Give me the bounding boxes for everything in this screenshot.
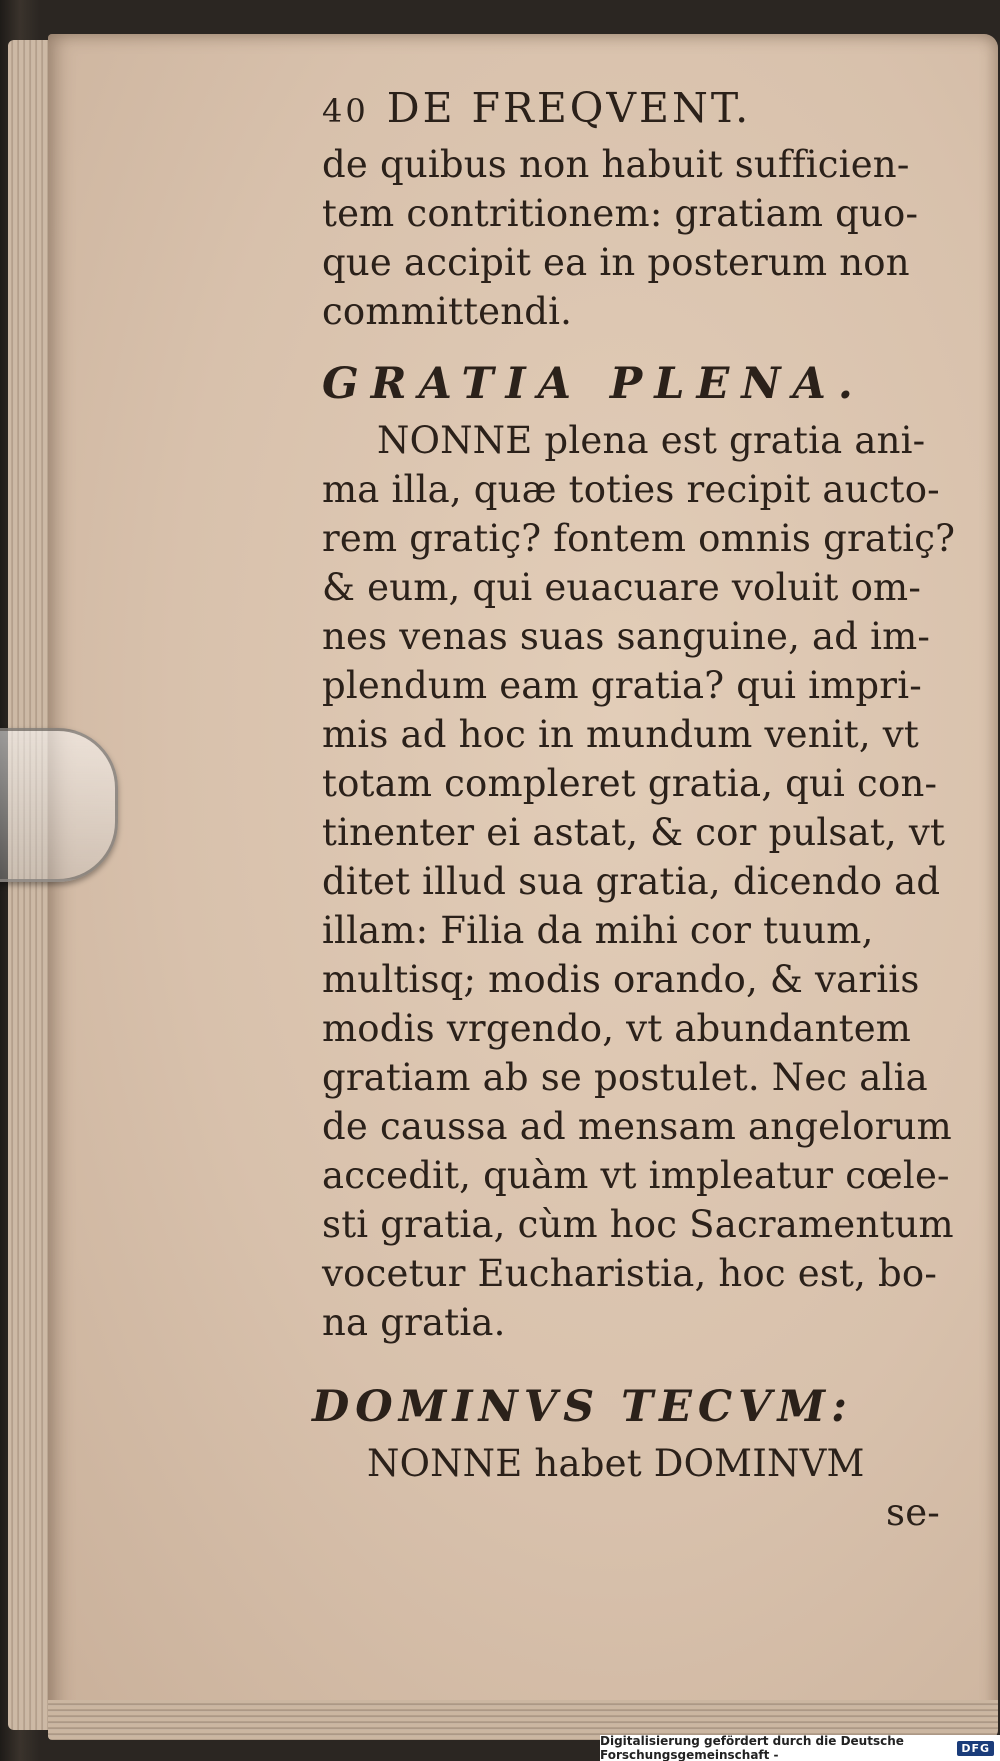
- text-line: totam compleret gratia, qui con-: [322, 762, 938, 805]
- text-line: modis vrgendo, vt abundantem: [322, 1007, 912, 1050]
- catchword: se-: [886, 1491, 940, 1534]
- text-line: NONNE plena est gratia ani-: [377, 419, 926, 462]
- text-line: sti gratia, cùm hoc Sacramentum: [322, 1203, 954, 1246]
- section-heading-dominus-tecum: DOMINVS TECVM:: [312, 1382, 853, 1432]
- page-number: 40: [322, 92, 369, 130]
- dfg-logo: DFG: [957, 1741, 994, 1756]
- text-line: & eum, qui euacuare voluit om-: [322, 566, 922, 609]
- page-text: [312, 80, 962, 1537]
- text-line: NONNE habet DOMINVM: [367, 1442, 865, 1485]
- text-line: gratiam ab se postulet. Nec alia: [322, 1056, 928, 1099]
- text-line: de quibus non habuit sufficien-: [322, 143, 910, 186]
- running-head: [322, 80, 962, 140]
- section-body-dominus-tecum: [322, 1439, 962, 1537]
- running-title: DE FREQVENT.: [386, 84, 752, 132]
- paragraph-continued: [322, 140, 962, 336]
- text-line: ditet illud sua gratia, dicendo ad: [322, 860, 941, 903]
- text-line: mis ad hoc in mundum venit, vt: [322, 713, 919, 756]
- text-line: committendi.: [322, 290, 573, 333]
- text-line: vocetur Eucharistia, hoc est, bo-: [322, 1252, 938, 1295]
- text-line: illam: Filia da mihi cor tuum,: [322, 909, 874, 952]
- text-line: rem gratiç? fontem omnis gratiç?: [322, 517, 956, 560]
- text-line: tem contritionem: gratiam quo-: [322, 192, 919, 235]
- text-line: nes venas suas sanguine, ad im-: [322, 615, 931, 658]
- text-line: plendum eam gratia? qui impri-: [322, 664, 922, 707]
- text-line: multisq; modis orando, & variis: [322, 958, 920, 1001]
- text-line: accedit, quàm vt impleatur cœle-: [322, 1154, 950, 1197]
- text-line: de caussa ad mensam angelorum: [322, 1105, 952, 1148]
- section-body-gratia-plena: [322, 416, 962, 1347]
- page-clip: [0, 728, 118, 882]
- text-line: ma illa, quæ toties recipit aucto-: [322, 468, 940, 511]
- text-line: tinenter ei astat, & cor pulsat, vt: [322, 811, 946, 854]
- credit-text: Digitalisierung gefördert durch die Deutsche Forschungsgemeinschaft -: [600, 1734, 904, 1761]
- section-heading-gratia-plena: GRATIA PLENA.: [322, 359, 865, 409]
- digitization-credit: [600, 1735, 1000, 1761]
- text-line: que accipit ea in posterum non: [322, 241, 910, 284]
- text-line: na gratia.: [322, 1301, 506, 1344]
